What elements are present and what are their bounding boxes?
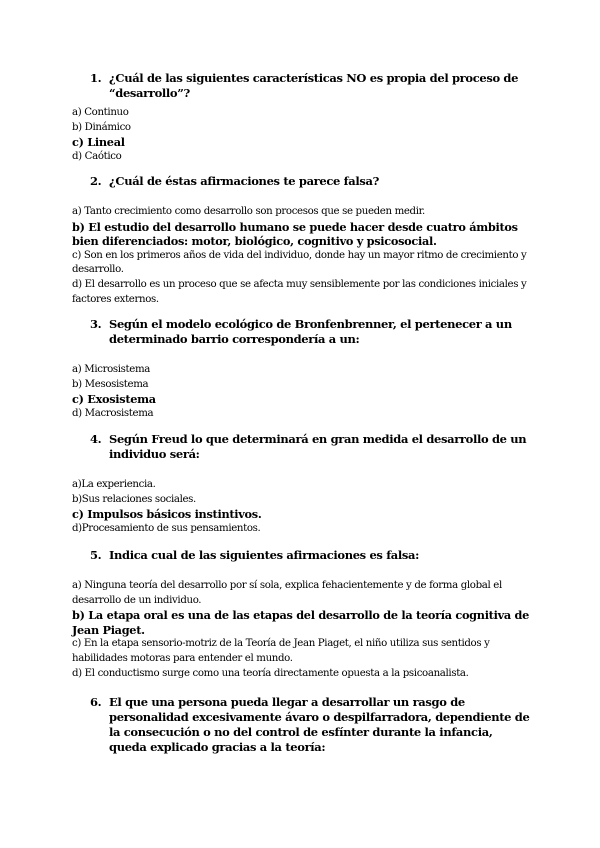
question-2: [72, 174, 532, 307]
question-2-heading: [72, 174, 532, 189]
option-d: d) Macrosistema: [72, 407, 154, 419]
option-a: a) Microsistema: [72, 364, 151, 375]
question-3-heading: [72, 317, 532, 347]
question-text: El que una persona pueda llegar a desarrollar un rasgo de personalidad excesivamente ávaro o despilfarradora, dependiente de la consecución o no del control de esfínter durante la infancia, queda explicado gracias a la teoría:: [109, 695, 530, 754]
question-text: ¿Cuál de las siguientes características NO es propia del proceso de “desarrollo”?: [109, 71, 519, 100]
question-1-heading: [72, 71, 532, 101]
question-number: 2.: [90, 174, 102, 188]
option-d: d) El conductismo surge como una teoría directamente opuesta a la psicoanalista.: [72, 667, 469, 679]
question-number: 3.: [90, 317, 102, 331]
question-6: [72, 695, 532, 755]
question-3: [72, 317, 532, 421]
option-a: a) Tanto crecimiento como desarrollo son procesos que se pueden medir.: [72, 206, 425, 217]
question-number: 5.: [90, 548, 102, 562]
question-6-heading: [72, 695, 532, 755]
question-5: [72, 548, 532, 681]
question-text: Según el modelo ecológico de Bronfenbrenner, el pertenecer a un determinado barrio correspondería a un:: [109, 317, 512, 346]
option-c-correct: c) Lineal: [72, 135, 125, 150]
question-text: Según Freud lo que determinará en gran medida el desarrollo de un individuo será:: [109, 432, 527, 461]
option-b-correct: b) La etapa oral es una de las etapas del desarrollo de la teoría cognitiva de Jean Piaget.: [72, 608, 529, 637]
option-c-correct: c) Impulsos básicos instintivos.: [72, 507, 262, 522]
option-d: d)Procesamiento de sus pensamientos.: [72, 522, 261, 534]
question-4-heading: [72, 432, 532, 462]
question-1: [72, 71, 532, 164]
option-a: a) Ninguna teoría del desarrollo por sí sola, explica fehacientemente y de forma global el desarrollo de un individuo.: [72, 580, 502, 606]
question-4: [72, 432, 532, 536]
question-number: 1.: [90, 71, 102, 85]
option-c-correct: c) Exosistema: [72, 392, 156, 407]
option-b: b)Sus relaciones sociales.: [72, 493, 196, 505]
question-number: 4.: [90, 432, 102, 446]
option-b-correct: b) El estudio del desarrollo humano se puede hacer desde cuatro ámbitos bien diferenciados: motor, biológico, cognitivo y psicosocial.: [72, 219, 518, 249]
question-number: 6.: [90, 695, 102, 709]
option-c: c) En la etapa sensorio-motriz de la Teoría de Jean Piaget, el niño utiliza sus sentidos y habilidades motoras para entender el mundo.: [72, 638, 490, 664]
option-a: a)La experiencia.: [72, 479, 156, 490]
question-text: Indica cual de las siguientes afirmaciones es falsa:: [109, 548, 420, 562]
question-5-heading: [72, 548, 532, 563]
option-a: a) Continuo: [72, 107, 129, 118]
option-d: d) El desarrollo es un proceso que se afecta muy sensiblemente por las condiciones iniciales y factores externos.: [72, 278, 527, 305]
option-d: d) Caótico: [72, 150, 122, 162]
option-c: c) Son en los primeros años de vida del individuo, donde hay un mayor ritmo de crecimiento y desarrollo.: [72, 249, 527, 276]
question-text: ¿Cuál de éstas afirmaciones te parece falsa?: [109, 174, 379, 188]
option-b: b) Mesosistema: [72, 378, 149, 390]
option-b: b) Dinámico: [72, 121, 131, 133]
